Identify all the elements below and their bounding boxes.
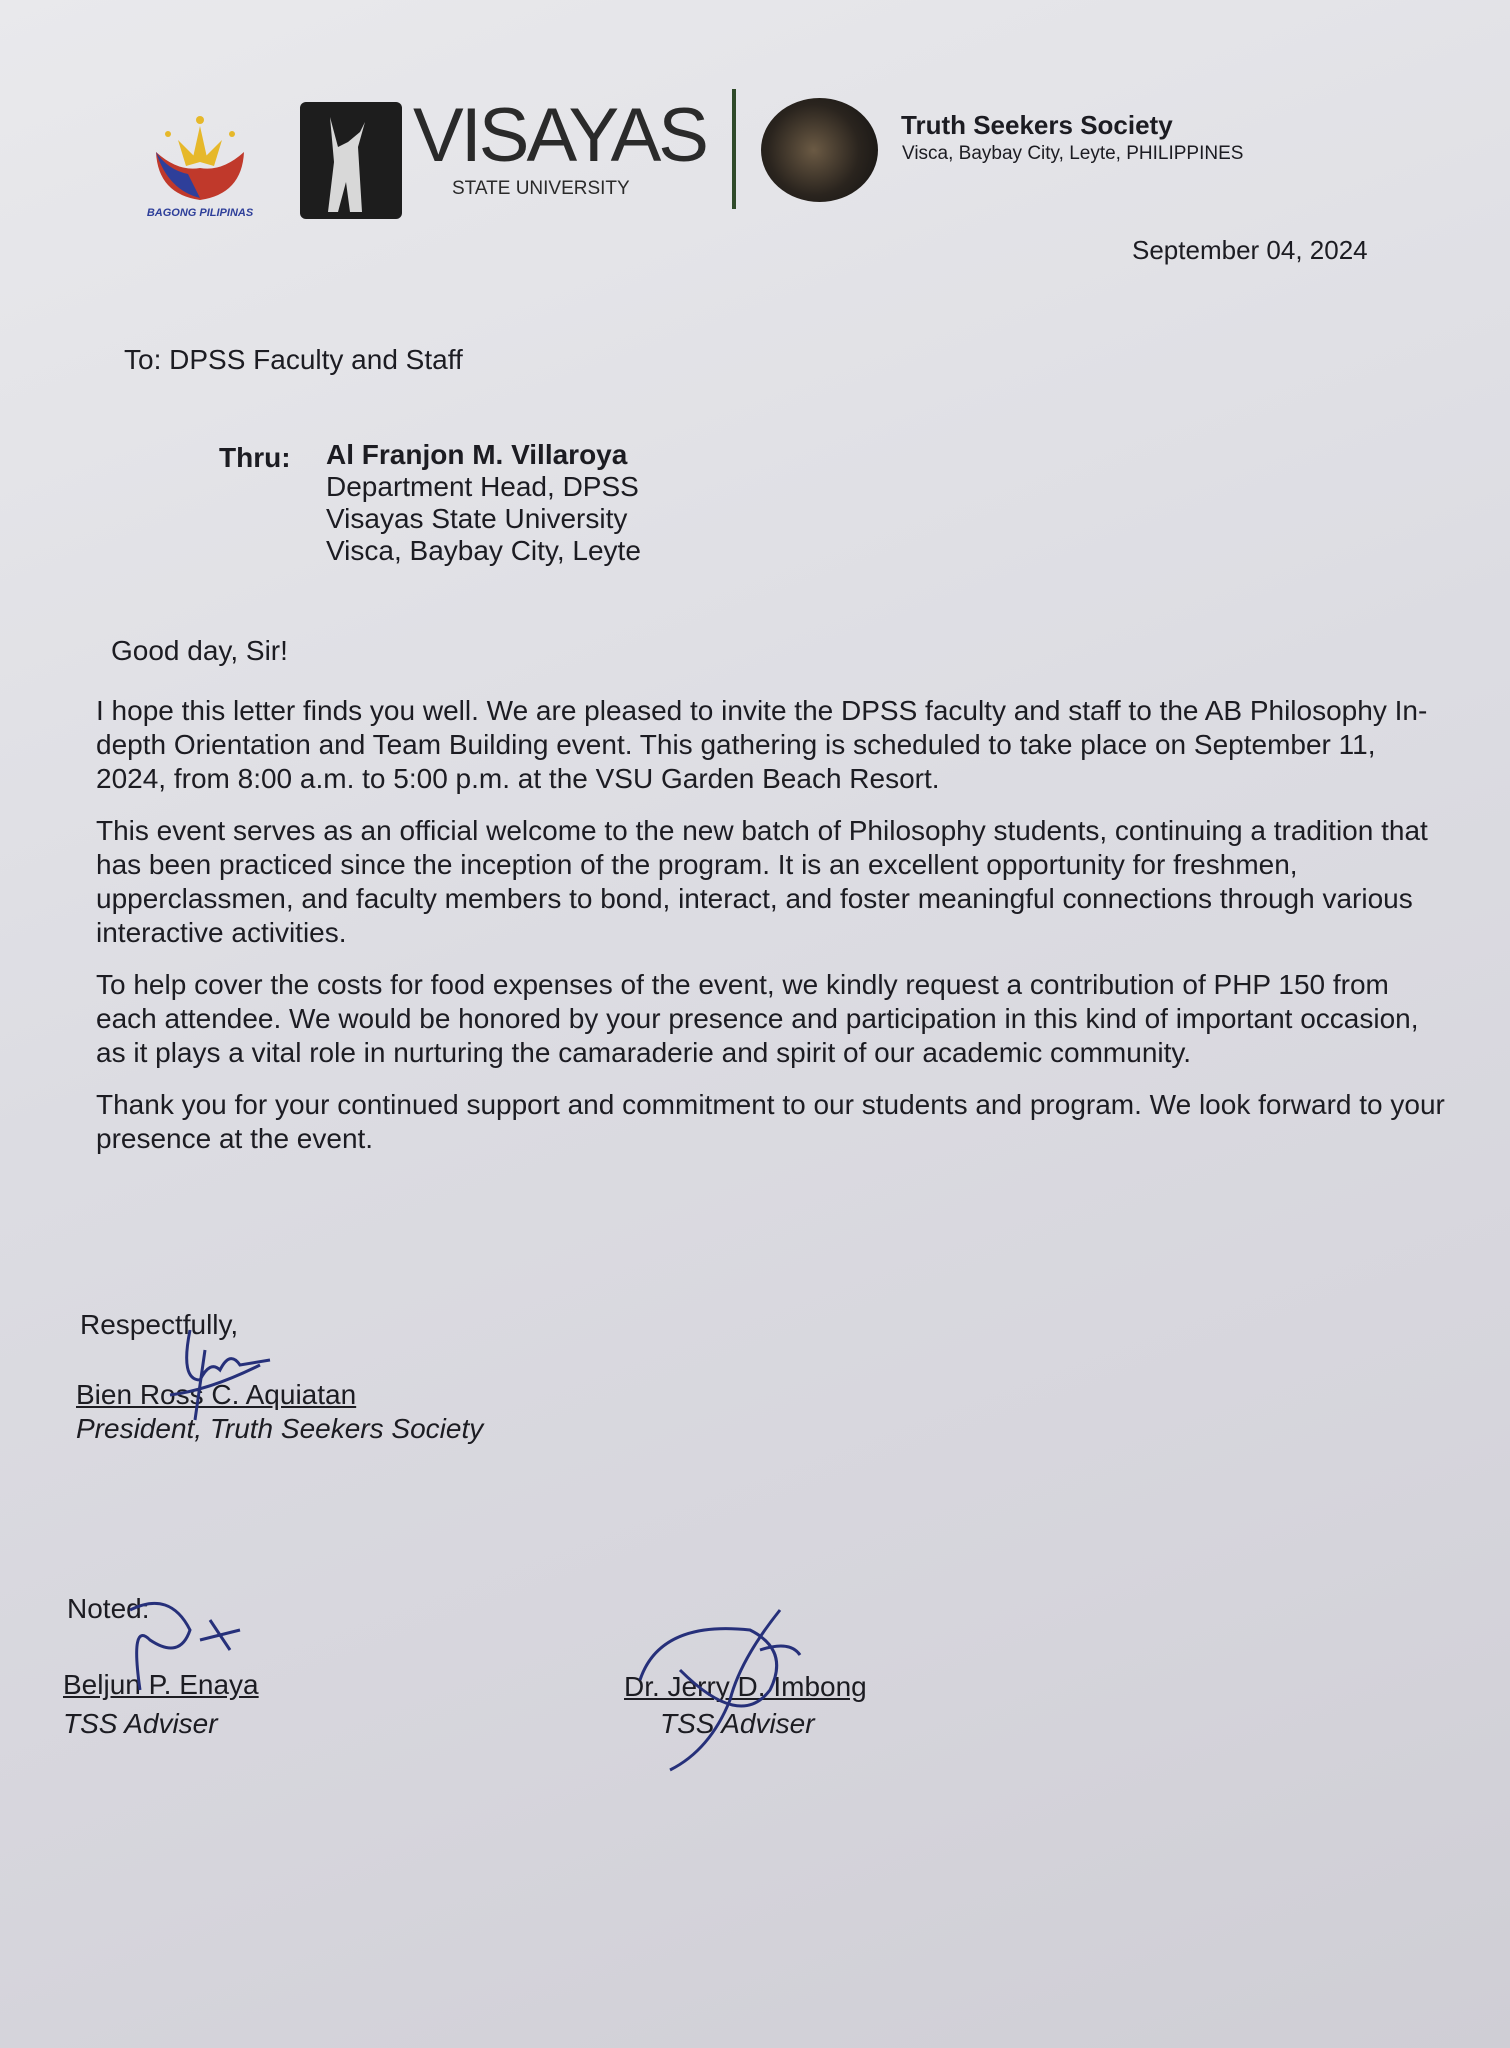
body-paragraph: Thank you for your continued support and commitment to our students and program. We look forward to your presence at the event.: [96, 1089, 1445, 1154]
bagong-logo-text: BAGONG PILIPINAS: [146, 207, 254, 219]
bagong-pilipinas-logo: [138, 112, 262, 224]
greeting: Good day, Sir!: [111, 635, 288, 666]
letter-body: [96, 694, 1446, 1174]
signatory-title: President, Truth Seekers Society: [76, 1413, 484, 1444]
closing: Respectfully,: [80, 1309, 239, 1340]
thru-name: Al Franjon M. Villaroya: [326, 439, 628, 470]
body-paragraph: I hope this letter finds you well. We are pleased to invite the DPSS faculty and staff to the AB Philosophy In-depth Orientation and Team Building event. This gathering is scheduled to take place on September 11, 2024, from 8:00 a.m. to 5:00 p.m. at the VSU Garden Beach Resort.: [96, 695, 1428, 794]
vsu-subtitle: STATE UNIVERSITY: [452, 178, 630, 199]
thru-line: Visca, Baybay City, Leyte: [326, 535, 641, 566]
noted-name: Beljun P. Enaya: [63, 1669, 259, 1700]
vsu-logo-icon: [300, 102, 402, 219]
signatory-name: Bien Ross C. Aquiatan: [76, 1379, 357, 1410]
header-divider: [732, 89, 736, 209]
org-name: Truth Seekers Society: [901, 110, 1173, 140]
noted-label: Noted:: [67, 1593, 150, 1624]
org-address: Visca, Baybay City, Leyte, PHILIPPINES: [902, 143, 1244, 164]
noted-name: Dr. Jerry D. Imbong: [624, 1671, 867, 1702]
noted-title: TSS Adviser: [63, 1708, 218, 1739]
letter-date: September 04, 2024: [1132, 235, 1368, 265]
body-paragraph: This event serves as an official welcome to the new batch of Philosophy students, continuing a tradition that has been practiced since the inception of the program. It is an excellent opportunity for freshmen, upperclassmen, and faculty members to bond, interact, and foster meaningful connections through various interactive activities.: [96, 815, 1428, 948]
recipient: To: DPSS Faculty and Staff: [124, 344, 463, 375]
vsu-name: VISAYAS: [413, 93, 706, 178]
noted-title: TSS Adviser: [660, 1708, 815, 1739]
body-paragraph: To help cover the costs for food expenses of the event, we kindly request a contribution of PHP 150 from each attendee. We would be honored by your presence and participation in this kind of important occasion, as it plays a vital role in nurturing the camaraderie and spirit of our academic community.: [96, 969, 1419, 1068]
thru-line: Department Head, DPSS: [326, 471, 639, 502]
thru-line: Visayas State University: [326, 503, 628, 534]
thru-label: Thru:: [219, 442, 291, 473]
tss-seal-logo: [761, 98, 878, 202]
